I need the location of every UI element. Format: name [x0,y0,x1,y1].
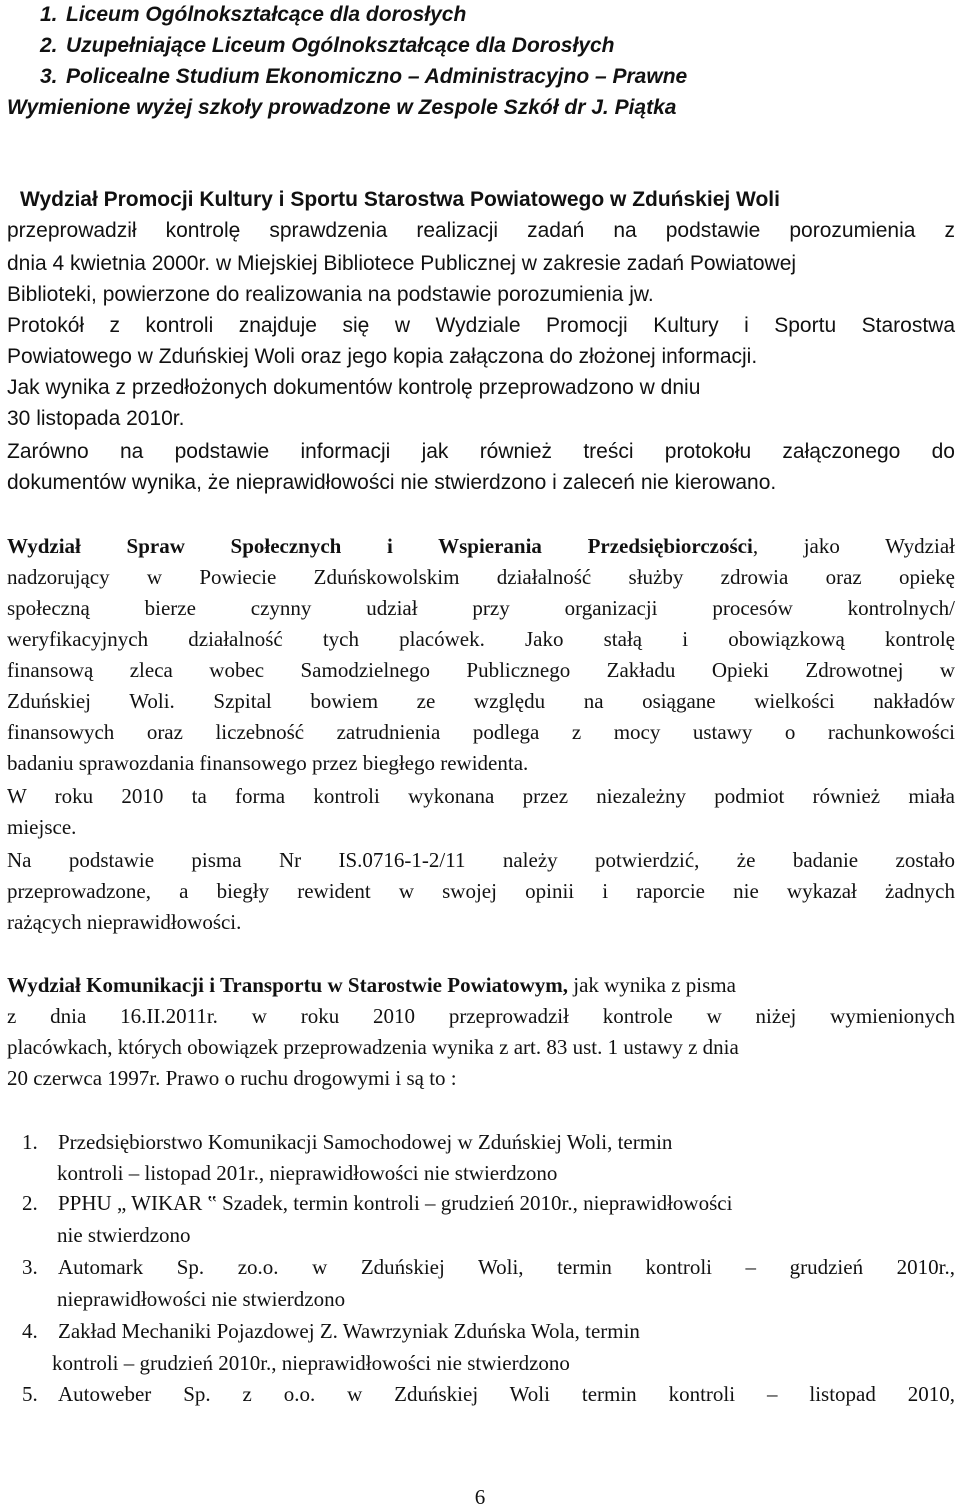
section1-line [7,218,955,244]
inspection-item [22,1381,955,1407]
section2-line [7,595,955,621]
text-line: Zarówno na podstawie informacji jak również treści protokołu załączonego do [7,440,955,463]
text-line: przeprowadzone, a biegły rewident w swojej opinii i raporcie nie wykazał żadnych [7,879,955,903]
inspection-item-cont: kontroli – listopad 201r., nieprawidłowości nie stwierdzono [57,1161,558,1185]
inspection-item-cont: kontroli – grudzień 2010r., nieprawidłowości nie stwierdzono [52,1351,570,1375]
section1-line: Jak wynika z przedłożonych dokumentów kontrolę przeprowadzono w dniu [7,376,701,399]
section2-heading-line [7,533,955,559]
text-line: finansową zleca wobec Samodzielnego Publicznego Zakładu Opieki Zdrowotnej w [7,658,955,682]
section2-line [7,564,955,590]
list-number: 5. [22,1382,38,1406]
section2-line [7,626,955,652]
section2-line [7,688,955,714]
inspection-item [22,1254,955,1280]
text-line: nadzorujący w Powiecie Zduńskowolskim działalność służby zdrowia oraz opiekę [7,565,955,589]
text-line: Zduńskiej Woli. Szpital bowiem ze względu na osiągane wielkości nakładów [7,689,955,713]
school-list-item [40,2,466,28]
heading-tail: jak wynika z pisma [567,973,736,997]
text-line: weryfikacyjnych działalność tych placówek. Jako stałą i obowiązkową kontrolę [7,627,955,651]
list-text: Liceum Ogólnokształcące dla dorosłych [66,3,467,26]
section1-line: Biblioteki, powierzone do realizowania na podstawie porozumienia jw. [7,283,654,306]
section1-line [7,439,955,465]
list-number: 1. [22,1130,38,1154]
section1-line: 30 listopada 2010r. [7,407,185,430]
section2-line [7,878,955,904]
section2-line [7,657,955,683]
section2-line: miejsce. [7,815,77,839]
section3-heading: Wydział Komunikacji i Transportu w Starostwie Powiatowym, [7,973,568,997]
text-line: W roku 2010 ta forma kontroli wykonana przez niezależny podmiot również miała [7,784,955,808]
list-number: 2. [22,1191,38,1215]
inspection-item-cont: nieprawidłowości nie stwierdzono [57,1287,346,1311]
list-text: Przedsiębiorstwo Komunikacji Samochodowej w Zduńskiej Woli, termin [58,1130,673,1154]
list-number: 3. [40,65,58,88]
school-list-item [40,33,615,59]
section1-line: Powiatowego w Zduńskiej Woli oraz jego kopia załączona do złożonej informacji. [7,345,758,368]
list-text: PPHU „ WIKAR ‟ Szadek, termin kontroli – grudzień 2010r., nieprawidłowości [58,1191,733,1215]
inspection-item [22,1129,672,1155]
section2-line [7,847,955,873]
inspection-item [22,1190,732,1216]
text-line: Na podstawie pisma Nr IS.0716-1-2/11 należy potwierdzić, że badanie zostało [7,848,955,872]
list-number: 2. [40,34,58,57]
text-line: Protokół z kontroli znajduje się w Wydziale Promocji Kultury i Sportu Starostwa [7,314,955,337]
list-number: 4. [22,1319,38,1343]
section1-line: dokumentów wynika, że nieprawidłowości nie stwierdzono i zaleceń nie kierowano. [7,471,777,494]
section2-line: rażących nieprawidłowości. [7,910,242,934]
list-text: Autoweber Sp. z o.o. w Zduńskiej Woli termin kontroli – listopad 2010, [58,1382,955,1406]
section3-heading-line [7,972,736,998]
text-line: z dnia 16.II.2011r. w roku 2010 przeprowadził kontrole w niżej wymienionych [7,1004,955,1028]
list-text: Zakład Mechaniki Pojazdowej Z. Wawrzyniak Zduńska Wola, termin [58,1319,640,1343]
list-text: Uzupełniające Liceum Ogólnokształcące dla Dorosłych [66,34,615,57]
list-text: Policealne Studium Ekonomiczno – Administracyjno – Prawne [66,65,688,88]
text-line: społeczną bierze czynny udział przy organizacji procesów kontrolnych/ [7,596,955,620]
page-number: 6 [474,1485,486,1509]
heading-tail: , jako Wydział [752,534,955,558]
section1-heading: Wydział Promocji Kultury i Sportu Starostwa Powiatowego w Zduńskiej Woli [20,188,780,211]
list-number: 1. [40,3,58,26]
inspection-item [22,1318,640,1344]
school-note: Wymienione wyżej szkoły prowadzone w Zespole Szkół dr J. Piątka [7,96,677,119]
section3-line: 20 czerwca 1997r. Prawo o ruchu drogowymi i są to : [7,1066,457,1090]
list-number: 3. [22,1255,38,1279]
section1-line [7,313,955,339]
section1-line: dnia 4 kwietnia 2000r. w Miejskiej Bibliotece Publicznej w zakresie zadań Powiatowej [7,252,797,275]
section2-line [7,783,955,809]
section2-heading: Wydział Spraw Społecznych i Wspierania Przedsiębiorczości [7,534,753,558]
section3-line: placówkach, których obowiązek przeprowadzenia wynika z art. 83 ust. 1 ustawy z dnia [7,1035,739,1059]
section2-line [7,719,955,745]
text-line: finansowych oraz liczebność zatrudnienia podlega z mocy ustawy o rachunkowości [7,720,955,744]
school-list-item [40,64,687,90]
text-line: przeprowadził kontrolę sprawdzenia realizacji zadań na podstawie porozumienia z [7,219,955,242]
section3-line [7,1003,955,1029]
section2-line: badaniu sprawozdania finansowego przez biegłego rewidenta. [7,751,529,775]
inspection-item-cont: nie stwierdzono [57,1223,191,1247]
list-text: Automark Sp. zo.o. w Zduńskiej Woli, termin kontroli – grudzień 2010r., [58,1255,955,1279]
